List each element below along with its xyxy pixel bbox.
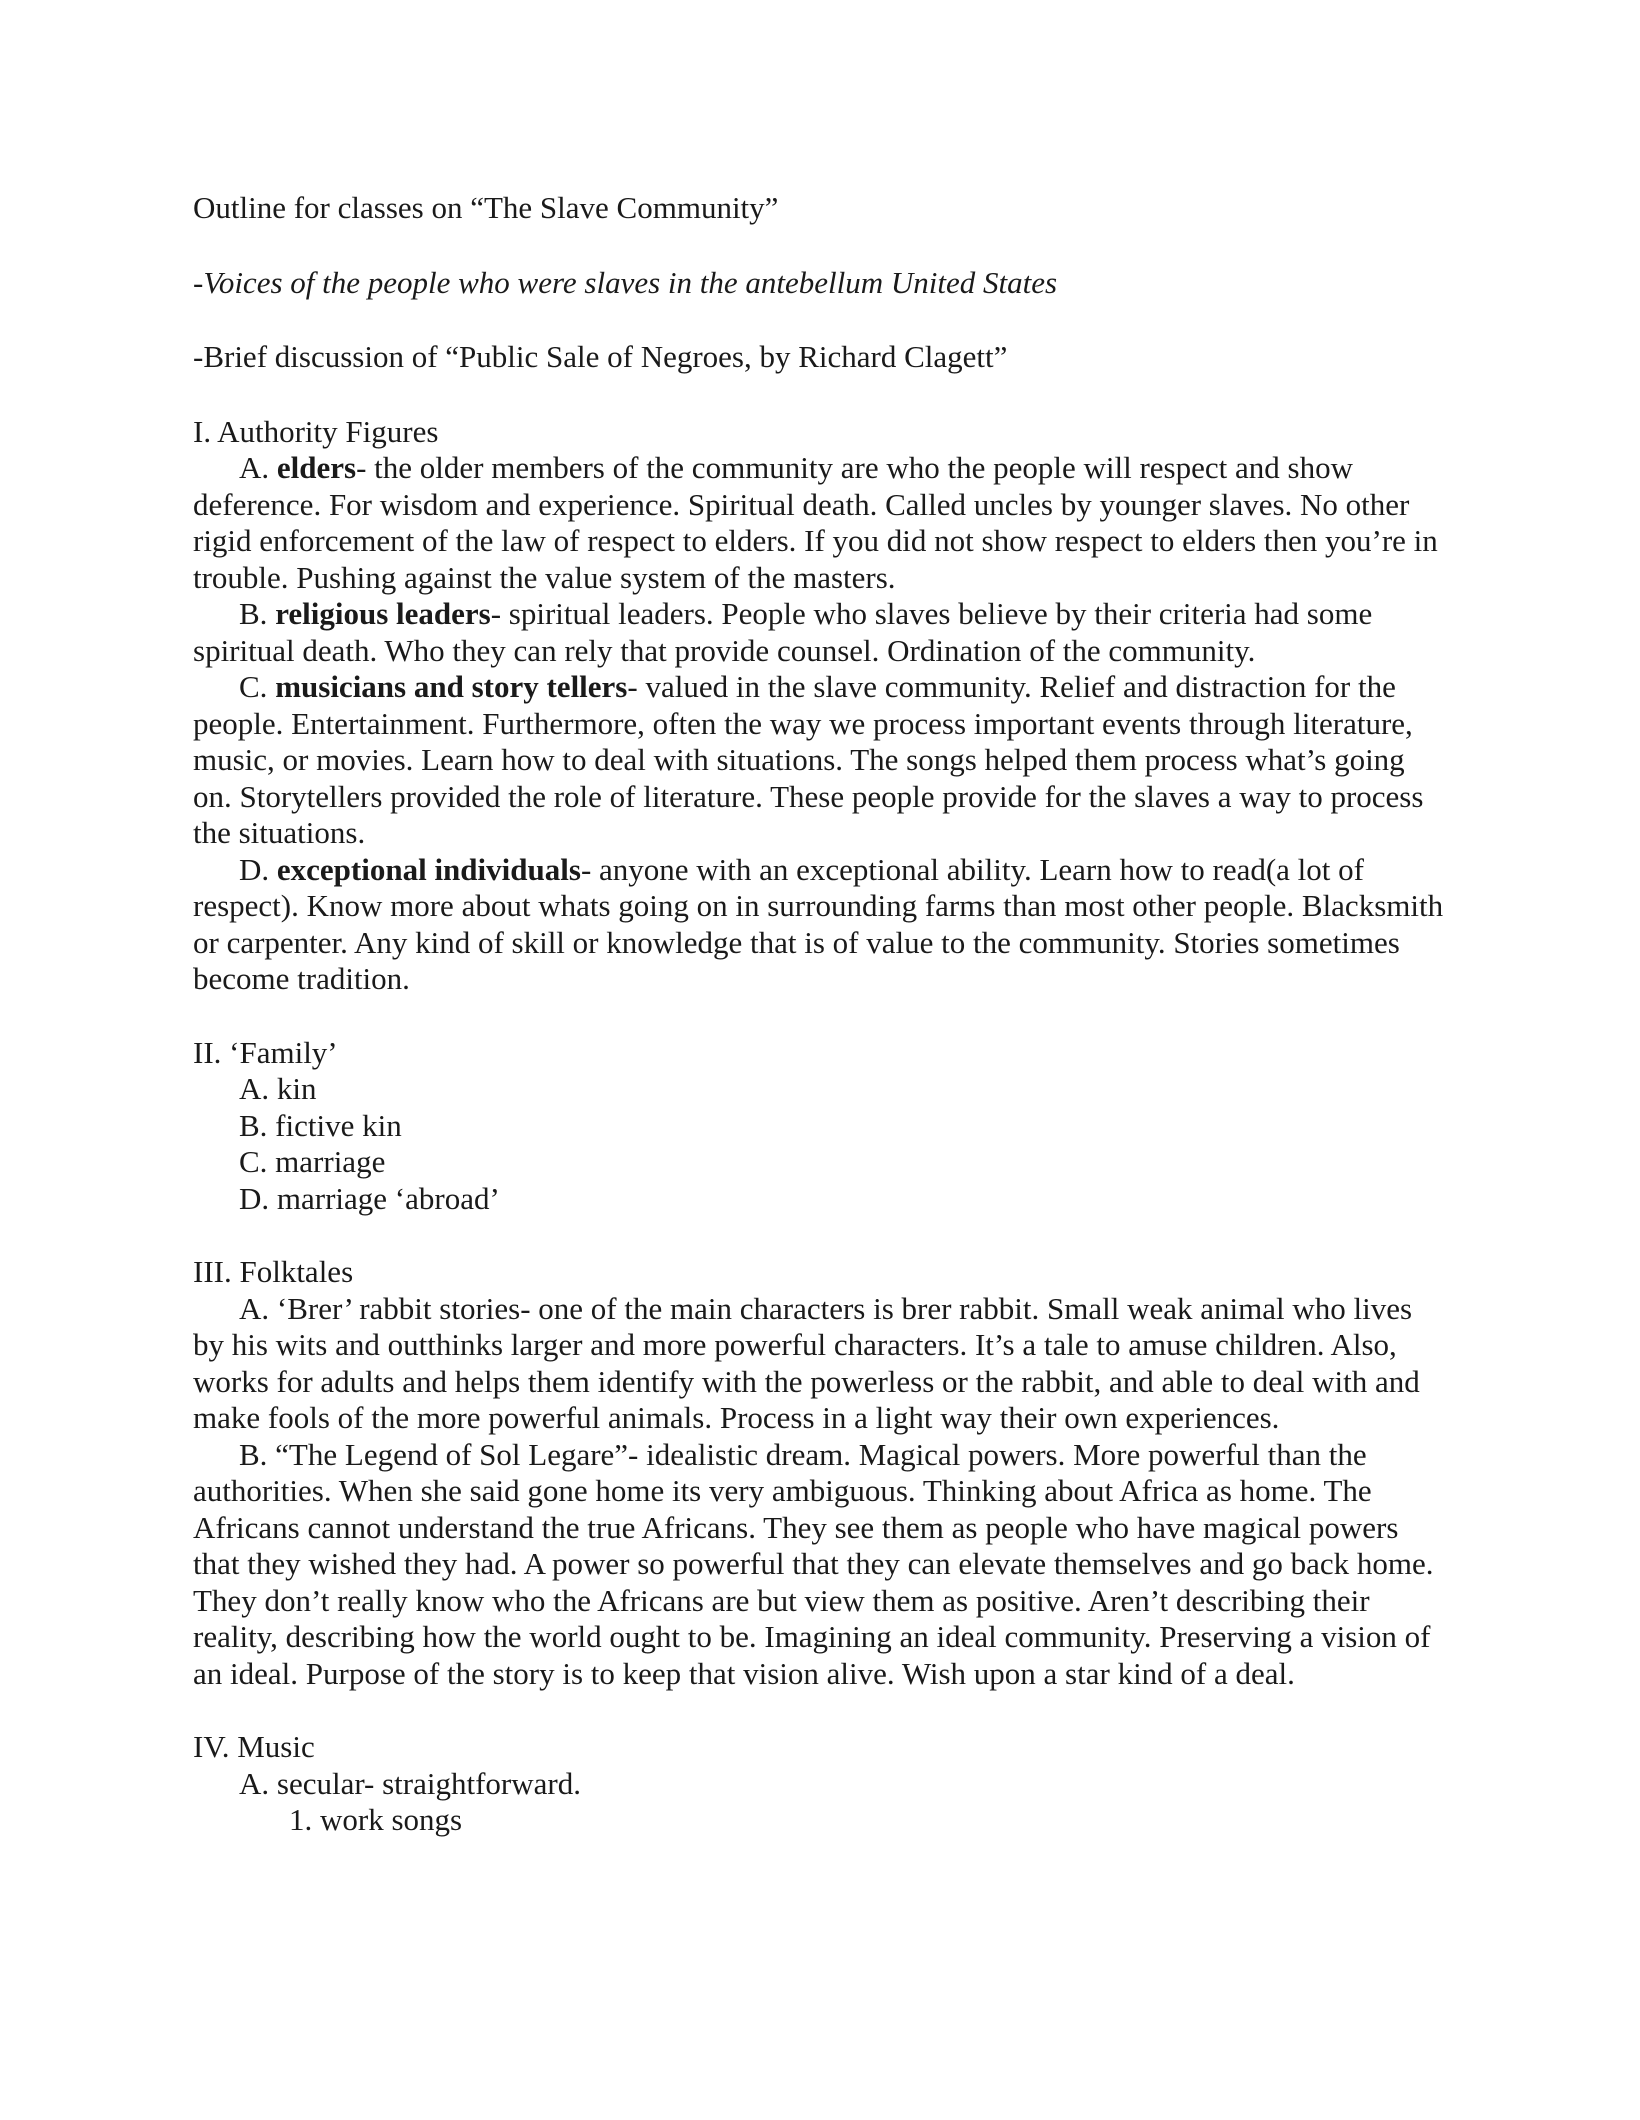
item-text: - the older members of the community are who the people will respect and show deference. For wisdom and experience. Spiritual death. Called uncles by younger slaves. No other rigid enforcement of the law of respect to elders. If you did not show respect to elders then you’re in trouble. Pushing against the value system of the masters. [193, 450, 1438, 595]
document-page [193, 190, 1448, 1876]
outline-item-sol-legare: B. “The Legend of Sol Legare”- idealistic dream. Magical powers. More powerful than the authorities. When she said gone home its very ambiguous. Thinking about Africa as home. The Africans cannot understand the true Africans. They see them as people who have magical powers that they wished they had. A power so powerful that they can elevate themselves and go back home. They don’t really know who the Africans are but view them as positive. Aren’t describing their reality, describing how the world ought to be. Imagining an ideal community. Preserving a vision of an ideal. Purpose of the story is to keep that vision alive. Wish upon a star kind of a deal. [193, 1436, 1434, 1691]
section-music [193, 1729, 1448, 1839]
sub-list-item: 1. work songs [289, 1802, 463, 1837]
item-term: exceptional individuals [276, 851, 581, 887]
outline-item-exceptional-individuals [193, 852, 1448, 998]
list-item: A. kin [239, 1071, 317, 1106]
item-text: - spiritual leaders. People who slaves believe by their criteria had some spiritual death. Who they can rely that provide counsel. Ordination of the community. [193, 596, 1373, 668]
list-item: D. marriage ‘abroad’ [239, 1180, 500, 1216]
section-heading: II. ‘Family’ [193, 1034, 338, 1070]
item-prefix: B. [239, 596, 276, 631]
section-authority-figures [193, 414, 1448, 998]
item-prefix: A. [239, 450, 277, 485]
document-title: Outline for classes on “The Slave Community” [193, 190, 779, 225]
section-folktales [193, 1254, 1448, 1692]
item-term: elders [276, 450, 357, 485]
section-heading: III. Folktales [193, 1254, 354, 1289]
item-prefix: C. [239, 669, 276, 704]
brief-discussion-note: -Brief discussion of “Public Sale of Negroes, by Richard Clagett” [193, 339, 1008, 374]
item-term: religious leaders [275, 596, 491, 631]
list-item: A. secular- straightforward. [239, 1765, 581, 1801]
item-term: musicians and story tellers [275, 669, 628, 704]
item-text: - anyone with an exceptional ability. Learn how to read(a lot of respect). Know more about whats going on in surrounding farms than most other people. Blacksmith or carpenter. Any kind of skill or knowledge that is of value to the community. Stories sometimes become tradition. [193, 851, 1444, 996]
item-prefix: D. [239, 851, 277, 887]
voices-note: -Voices of the people who were slaves in the antebellum United States [193, 264, 1058, 300]
section-family [193, 1035, 1448, 1218]
outline-item-elders [193, 450, 1448, 596]
outline-item-religious-leaders [193, 596, 1448, 669]
section-heading: IV. Music [193, 1729, 315, 1764]
list-item: C. marriage [239, 1144, 386, 1179]
outline-item-musicians [193, 669, 1448, 852]
section-heading: I. Authority Figures [193, 413, 439, 449]
list-item: B. fictive kin [239, 1107, 402, 1143]
item-text: - valued in the slave community. Relief and distraction for the people. Entertainment. Furthermore, often the way we process important events through literature, music, or movies. Learn how to deal with situations. The songs helped them process what’s going on. Storytellers provided the role of literature. These people provide for the slaves a way to process the situations. [193, 669, 1424, 850]
outline-item-brer-rabbit: A. ‘Brer’ rabbit stories- one of the main characters is brer rabbit. Small weak animal who lives by his wits and outthinks larger and more powerful characters. It’s a tale to amuse children. Also, works for adults and helps them identify with the powerless or the rabbit, and able to deal with and make fools of the more powerful animals. Process in a light way their own experiences. [193, 1290, 1420, 1435]
